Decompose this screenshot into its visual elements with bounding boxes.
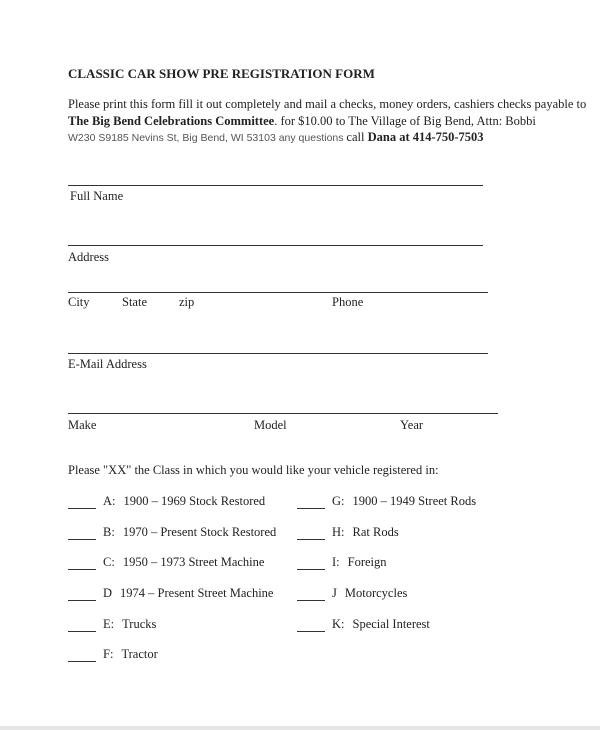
full-name-field[interactable] — [68, 185, 483, 186]
intro-line-2 — [68, 114, 536, 129]
city-state-zip-phone-field[interactable] — [68, 292, 488, 293]
address-label: Address — [68, 250, 109, 264]
class-option — [332, 494, 476, 509]
class-label: 1950 – 1973 Street Machine — [122, 555, 265, 569]
page-edge — [0, 726, 600, 730]
class-option — [103, 647, 158, 662]
class-letter: H: — [332, 525, 345, 539]
class-letter: B: — [103, 525, 115, 539]
class-label: 1974 – Present Street Machine — [120, 586, 274, 600]
email-field[interactable] — [68, 353, 488, 354]
mailing-address: W230 S9185 Nevins St, Big Bend, WI 53103 any questions — [68, 132, 347, 144]
class-label: Tractor — [121, 647, 158, 661]
class-checkbox-blank[interactable] — [297, 569, 325, 570]
class-letter: K: — [332, 617, 345, 631]
class-checkbox-blank[interactable] — [297, 539, 325, 540]
model-label: Model — [254, 418, 287, 432]
vehicle-field[interactable] — [68, 413, 498, 414]
class-option — [103, 525, 276, 540]
class-checkbox-blank[interactable] — [68, 631, 96, 632]
class-option — [332, 555, 387, 570]
class-checkbox-blank[interactable] — [68, 539, 96, 540]
payee: The Big Bend Celebrations Committee — [68, 114, 275, 128]
make-label: Make — [68, 418, 97, 432]
class-checkbox-blank[interactable] — [68, 508, 96, 509]
class-checkbox-blank[interactable] — [297, 508, 325, 509]
class-letter: C: — [103, 555, 115, 569]
fee-text: . for $10.00 to The Village of Big Bend, Attn: Bobbi — [274, 114, 536, 128]
intro-line-3 — [68, 130, 484, 145]
class-label: Trucks — [122, 617, 157, 631]
call-text: call — [346, 130, 368, 144]
address-field[interactable] — [68, 245, 483, 246]
class-letter: A: — [103, 494, 116, 508]
class-option — [332, 617, 430, 632]
class-label: 1900 – 1949 Street Rods — [352, 494, 477, 508]
class-letter: E: — [103, 617, 115, 631]
class-label: Motorcycles — [344, 586, 408, 600]
class-checkbox-blank[interactable] — [297, 600, 325, 601]
class-label: Rat Rods — [352, 525, 399, 539]
email-label: E-Mail Address — [68, 357, 147, 371]
class-option — [103, 555, 264, 570]
city-label: City — [68, 295, 90, 309]
class-checkbox-blank[interactable] — [68, 569, 96, 570]
class-label: Special Interest — [352, 617, 430, 631]
state-label: State — [122, 295, 147, 309]
class-checkbox-blank[interactable] — [68, 600, 96, 601]
class-label: Foreign — [347, 555, 387, 569]
intro-line-1: Please print this form fill it out completely and mail a checks, money orders, cashiers checks payable to — [68, 97, 587, 111]
class-label: 1900 – 1969 Stock Restored — [123, 494, 266, 508]
class-letter: J — [332, 586, 337, 600]
class-option — [103, 494, 265, 509]
zip-label: zip — [179, 295, 195, 309]
class-prompt: Please "XX" the Class in which you would like your vehicle registered in: — [68, 463, 439, 477]
class-checkbox-blank[interactable] — [297, 631, 325, 632]
year-label: Year — [400, 418, 424, 432]
form-title: CLASSIC CAR SHOW PRE REGISTRATION FORM — [68, 66, 375, 81]
full-name-label: Full Name — [70, 189, 124, 203]
class-option — [332, 586, 407, 601]
class-letter: D — [103, 586, 113, 600]
class-option — [103, 586, 273, 601]
class-option — [332, 525, 399, 540]
class-letter: I: — [332, 555, 340, 569]
class-label: 1970 – Present Stock Restored — [122, 525, 277, 539]
phone-label: Phone — [332, 295, 364, 309]
class-letter: G: — [332, 494, 345, 508]
contact: Dana at 414-750-7503 — [367, 130, 484, 144]
class-checkbox-blank[interactable] — [68, 661, 96, 662]
class-letter: F: — [103, 647, 114, 661]
class-option — [103, 617, 156, 632]
